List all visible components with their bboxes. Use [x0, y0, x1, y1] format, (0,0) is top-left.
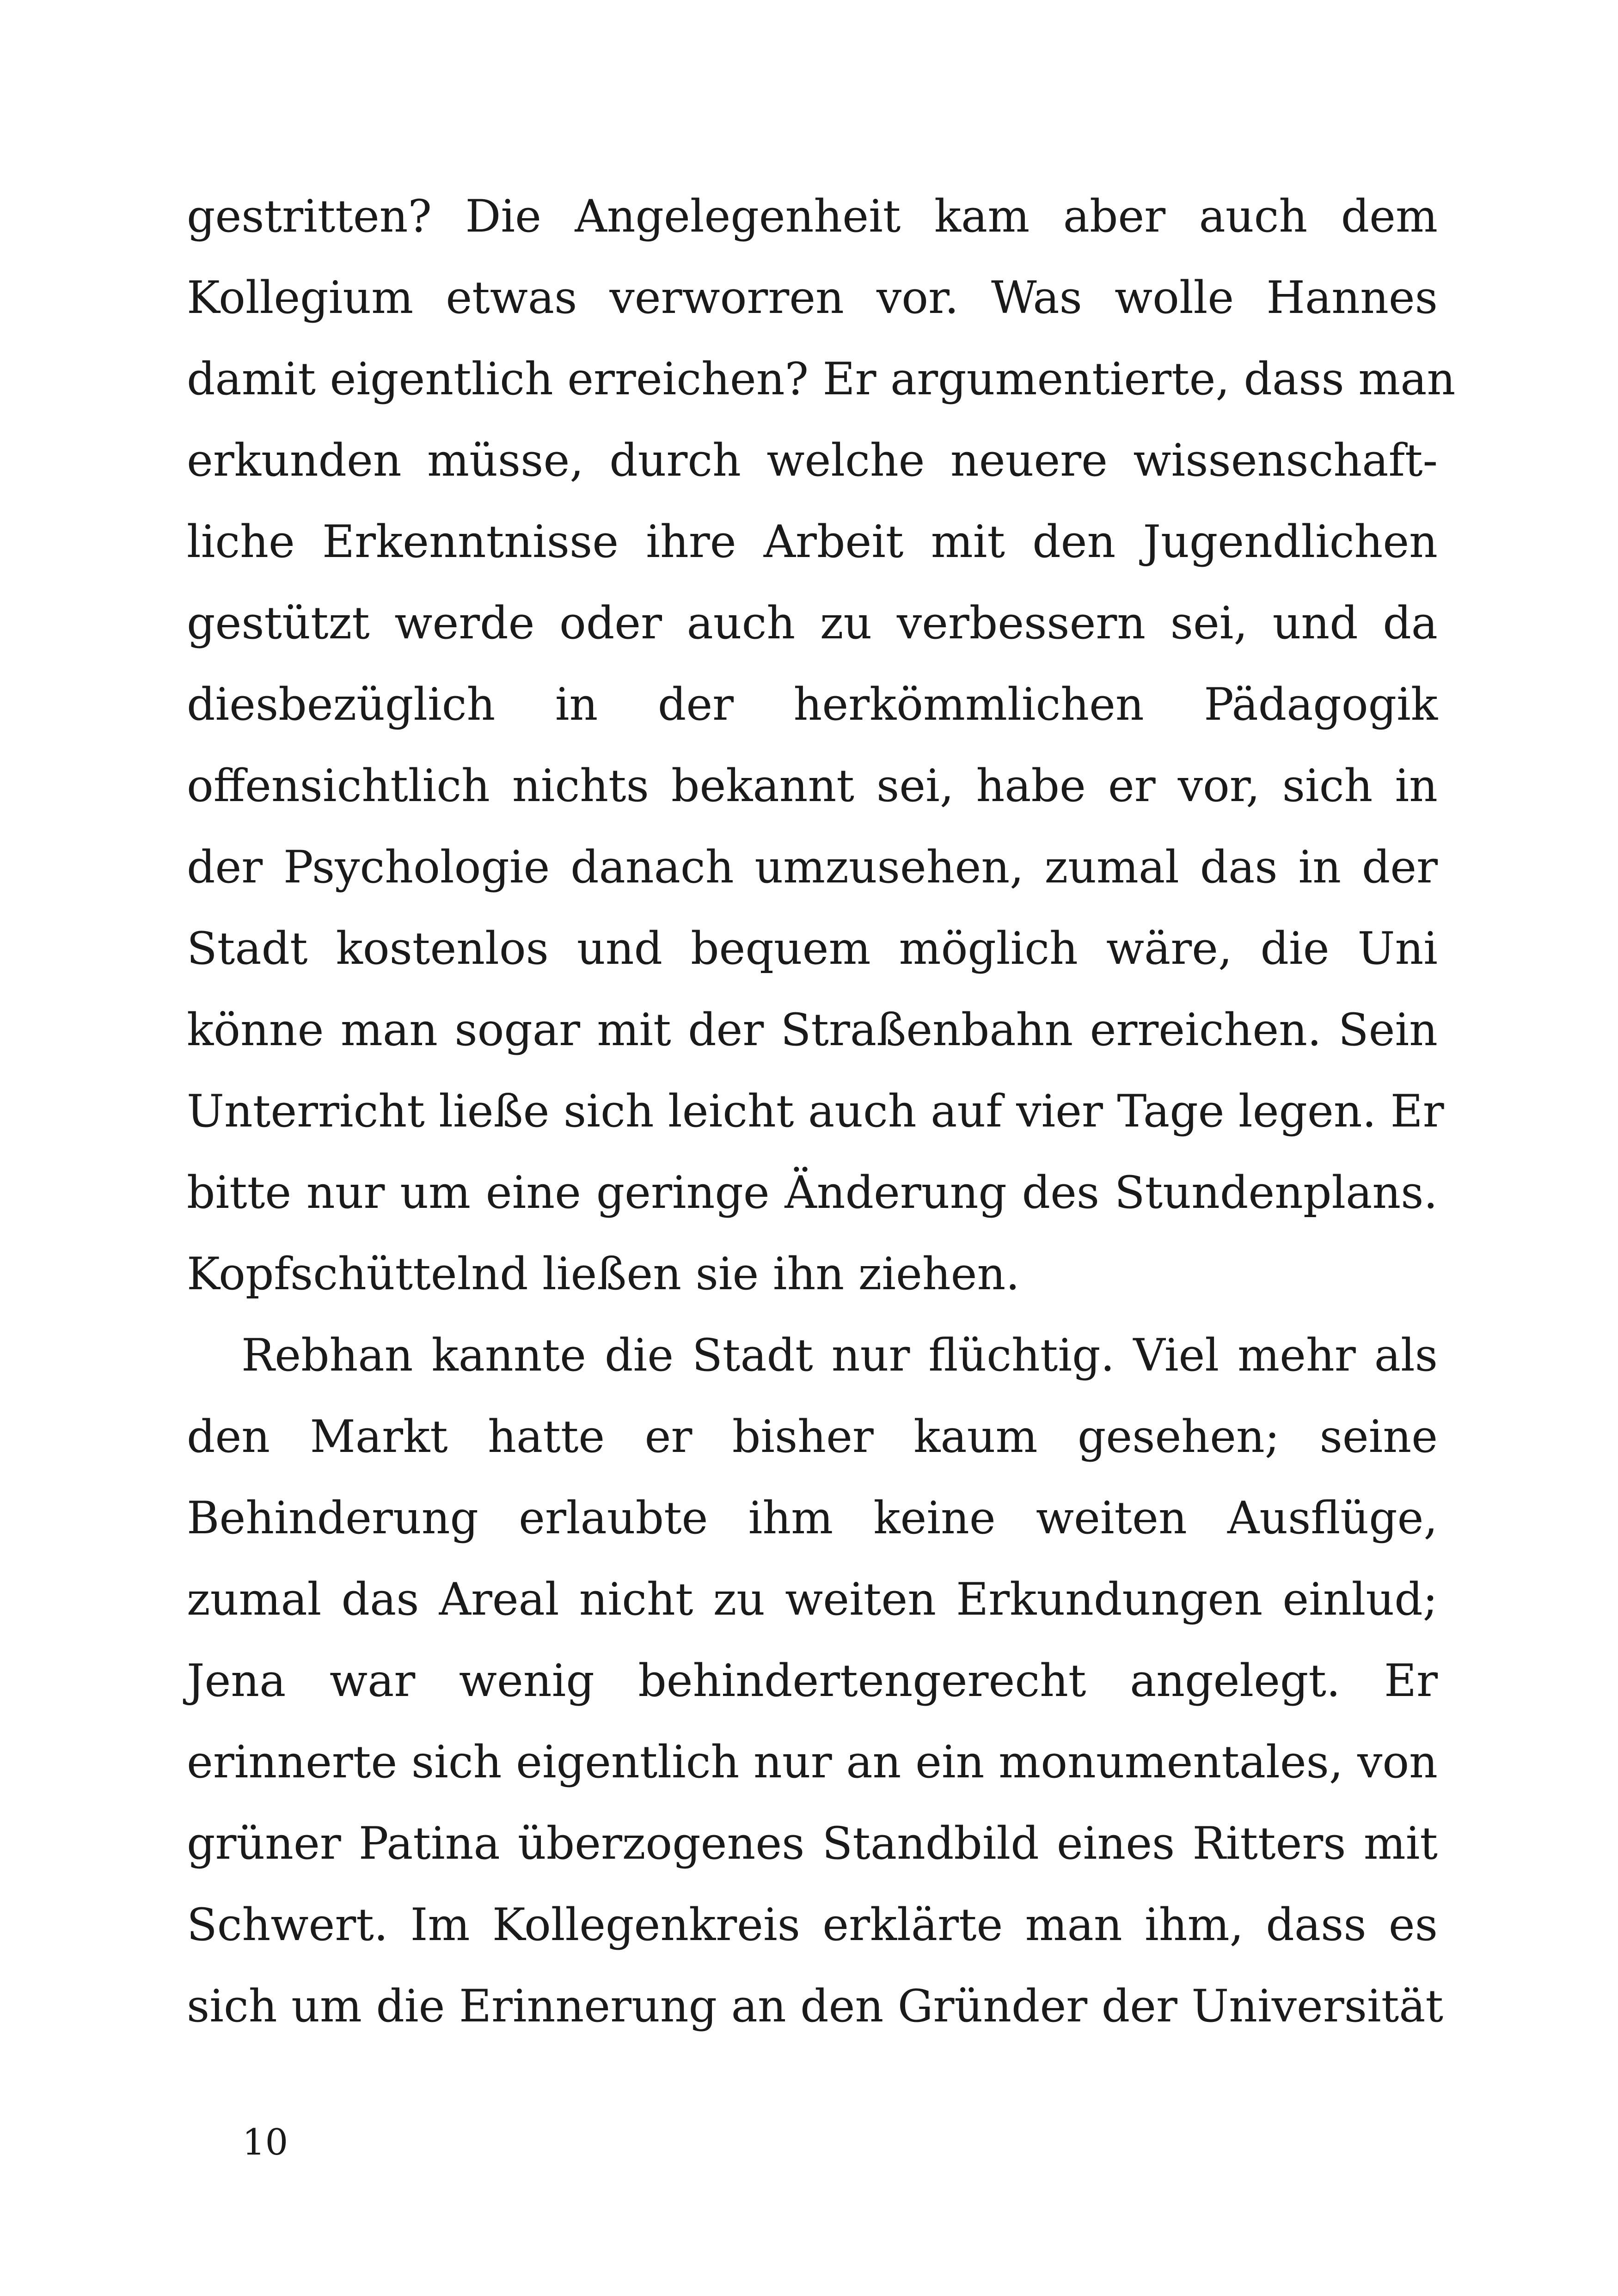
body-text	[187, 176, 1456, 2047]
text-line: diesbezüglich in der herkömmlichen Pädagogik	[187, 679, 1438, 730]
text-line: bitte nur um eine geringe Änderung des Stundenplans.	[187, 1167, 1438, 1218]
text-line: gestritten? Die Angelegenheit kam aber auch dem	[187, 190, 1438, 242]
text-line: Behinderung erlaubte ihm keine weiten Ausflüge,	[187, 1492, 1438, 1544]
text-line: erinnerte sich eigentlich nur an ein monumentales, von	[187, 1736, 1438, 1788]
text-line: damit eigentlich erreichen? Er argumentierte, dass man	[187, 353, 1456, 405]
text-line: erkunden müsse, durch welche neuere wissenschaft-	[187, 435, 1438, 486]
text-line: Kollegium etwas verworren vor. Was wolle Hannes	[187, 272, 1438, 324]
text-line: gestützt werde oder auch zu verbessern sei, und da	[187, 597, 1438, 649]
text-line: der Psychologie danach umzusehen, zumal das in der	[187, 841, 1438, 893]
text-line: Stadt kostenlos und bequem möglich wäre, die Uni	[187, 923, 1438, 974]
text-line: Unterricht ließe sich leicht auch auf vier Tage legen. Er	[187, 1085, 1444, 1137]
page-number: 10	[242, 2122, 288, 2163]
text-line: sich um die Erinnerung an den Gründer der Universität	[187, 1980, 1444, 2032]
text-line: Schwert. Im Kollegenkreis erklärte man ihm, dass es	[187, 1899, 1438, 1951]
text-line: Kopfschüttelnd ließen sie ihn ziehen.	[187, 1248, 1020, 1300]
text-line: grüner Patina überzogenes Standbild eines Ritters mit	[187, 1818, 1438, 1869]
text-line: offensichtlich nichts bekannt sei, habe er vor, sich in	[187, 760, 1438, 812]
text-line: könne man sogar mit der Straßenbahn erreichen. Sein	[187, 1004, 1438, 1056]
text-line: den Markt hatte er bisher kaum gesehen; seine	[187, 1411, 1438, 1463]
text-line: liche Erkenntnisse ihre Arbeit mit den Jugendlichen	[187, 516, 1438, 568]
text-line: Jena war wenig behindertengerecht angelegt. Er	[187, 1655, 1438, 1707]
text-line: Rebhan kannte die Stadt nur flüchtig. Viel mehr als	[241, 1329, 1438, 1381]
text-line: zumal das Areal nicht zu weiten Erkundungen einlud;	[187, 1574, 1438, 1625]
